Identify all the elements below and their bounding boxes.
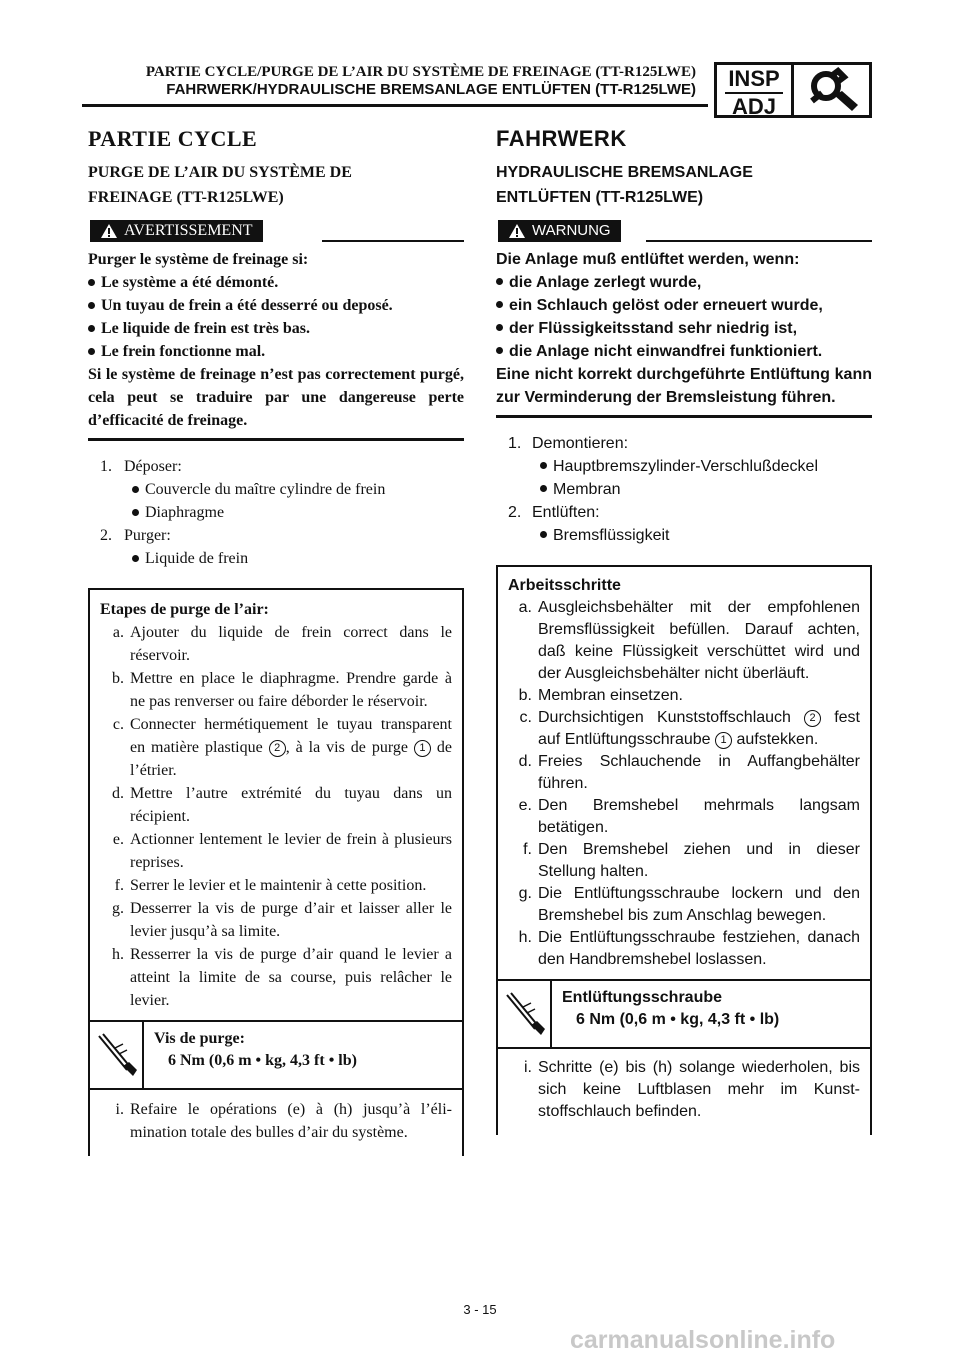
- warning-label-de: WARNUNG: [532, 222, 611, 239]
- warning-body-de: [496, 242, 872, 418]
- ref-number-icon: 2: [804, 710, 821, 727]
- ref-number-icon: 1: [715, 732, 732, 749]
- subtitle-de-line2: ENTLÜFTEN (TT-R125LWE): [496, 189, 704, 206]
- torque-value-de: 6 Nm (0,6 m • kg, 4,3 ft • lb): [576, 1011, 780, 1028]
- subtitle-de-line1: HYDRAULISCHE BREMSANLAGE: [496, 164, 753, 181]
- warning-badge-de: [498, 220, 621, 242]
- procedure-step: a. Ajouter du liquide de frein correct dans le réservoir.: [112, 624, 452, 664]
- list-item: Couvercle du maître cylindre de frein: [88, 478, 464, 501]
- procedure-step: b. Membran einsetzen.: [518, 687, 683, 704]
- page-number: 3 - 15: [463, 1302, 497, 1317]
- procedure-step: c. Durchsichtigen Kunststoffschlauch 2 fest auf Entlüftungsschraube 1 aufstekken.: [519, 709, 860, 748]
- torque-wrench-icon: [498, 981, 552, 1047]
- list-item: Membran: [496, 478, 872, 501]
- subtitle-fr-line2: FREINAGE (TT-R125LWE): [88, 189, 284, 206]
- procedure-step: i. Refaire le opérations (e) à (h) jusqu’à l’élimination totale des bulles d’air du système.: [115, 1101, 452, 1141]
- procedure-step: g. Desserrer la vis de purge d’air et laisser aller le levier jusqu’à sa limite.: [112, 900, 452, 940]
- steps-de: [496, 418, 872, 547]
- ref-number-icon: 2: [269, 740, 286, 757]
- warning-item: ein Schlauch gelöst oder erneuert wurde,: [496, 294, 872, 317]
- warning-item: Le frein fonctionne mal.: [88, 340, 464, 363]
- torque-label-de: Entlüftungsschraube: [562, 989, 723, 1006]
- warning-triangle-icon: [508, 223, 526, 239]
- list-item: Bremsflüssigkeit: [496, 524, 872, 547]
- warning-intro-de: Die Anlage muß entlüftet werden, wenn:: [496, 251, 800, 268]
- procedure-step: e. Den Bremshebel mehrmals langsam betätigen.: [518, 797, 860, 836]
- procedure-box-de: [496, 565, 872, 1135]
- warning-item: Un tuyau de frein a été desserré ou deposé.: [88, 294, 464, 317]
- warning-rule-fr: [322, 240, 464, 242]
- warning-outro-de: Eine nicht korrekt durchgeführte Entlüftung kann zur Verminderung der Bremsleistung führen.: [496, 366, 872, 406]
- header-title-de: FAHRWERK/HYDRAULISCHE BREMSANLAGE ENTLÜFTEN (TT-R125LWE): [166, 81, 696, 98]
- procedure-step: a. Ausgleichsbehälter mit der empfohlenen Bremsflüssigkeit befüllen. Darauf achten, daß keine Flüssigkeit verschüttet wird und der Ausgleichsbehälter nicht überläuft.: [518, 599, 860, 682]
- procedure-step: c. Connecter hermétiquement le tuyau transparent en matière plastique 2 , à la vis de purge 1 de l’étrier.: [112, 716, 453, 779]
- procedure-step: h. Die Entlüftungsschraube festziehen, danach den Handbremshebel loslassen.: [518, 929, 860, 968]
- warning-intro-fr: Purger le système de freinage si:: [88, 251, 309, 268]
- procedure-step: f. Serrer le levier et le maintenir à cette position.: [114, 877, 427, 894]
- procedure-step: e. Actionner lentement le levier de frein à plusieurs reprises.: [112, 831, 452, 871]
- warning-item: die Anlage nicht einwandfrei funktioniert.: [496, 340, 872, 363]
- list-item: Diaphragme: [88, 501, 464, 524]
- warning-item: Le liquide de frein est très bas.: [88, 317, 464, 340]
- procedure-head-de: Arbeitsschritte: [508, 577, 621, 594]
- list-item: Liquide de frein: [88, 547, 464, 570]
- header-titles: [146, 64, 696, 98]
- step-2-fr: 2. Purger:: [100, 527, 171, 544]
- warning-header-de: [496, 220, 872, 242]
- step-1-fr: 1. Déposer:: [100, 458, 182, 475]
- procedure-step: f. Den Bremshebel ziehen und in dieser Stellung halten.: [523, 841, 860, 880]
- ref-number-icon: 1: [414, 740, 431, 757]
- warning-outro-fr: Si le système de freinage n’est pas correctement purgé, cela peut se traduire par une dangereuse perte d’efficacité de freinage.: [88, 366, 464, 429]
- torque-spec-fr: [90, 1020, 462, 1090]
- procedure-step: b. Mettre en place le diaphragme. Prendre garde à ne pas renverser ou faire déborder le réservoir.: [112, 670, 452, 710]
- header-title-fr: PARTIE CYCLE/PURGE DE L’AIR DU SYSTÈME DE FREINAGE (TT-R125LWE): [145, 64, 696, 80]
- warning-label-fr: AVERTISSEMENT: [124, 222, 253, 239]
- column-german: [496, 126, 872, 1135]
- warning-item: die Anlage zerlegt wurde,: [496, 271, 872, 294]
- list-item: Hauptbremszylinder-Verschlußdeckel: [496, 455, 872, 478]
- procedure-step: h. Resserrer la vis de purge d’air quand le levier a atteint la limite de sa course, puis relâcher le levier.: [112, 946, 452, 1009]
- warning-triangle-icon: [100, 223, 118, 239]
- column-french: [88, 126, 464, 1156]
- procedure-step: d. Mettre l’autre extrémité du tuyau dans un récipient.: [112, 785, 452, 825]
- warning-rule-de: [646, 240, 872, 242]
- torque-label-fr: Vis de purge:: [154, 1030, 245, 1047]
- wrench-magnifier-icon: [794, 62, 872, 118]
- procedure-head-fr: Etapes de purge de l’air:: [100, 601, 269, 618]
- procedure-step: d. Freies Schlauchende in Auffangbehälter führen.: [518, 753, 860, 792]
- steps-fr: [88, 441, 464, 570]
- torque-wrench-icon: [90, 1022, 144, 1088]
- procedure-step: i. Schritte (e) bis (h) solange wiederholen, bis sich keine Luftblasen mehr im Kunststoffschlauch befinden.: [524, 1059, 860, 1120]
- step-2-de: 2. Entlüften:: [508, 504, 600, 521]
- subtitle-de: [496, 160, 872, 210]
- torque-value-fr: 6 Nm (0,6 m • kg, 4,3 ft • lb): [168, 1052, 357, 1069]
- badge-insp: INSP: [728, 66, 780, 91]
- warning-item: Le système a été démonté.: [88, 271, 464, 294]
- warning-header-fr: [88, 220, 464, 242]
- torque-spec-de: [498, 979, 870, 1049]
- subtitle-fr: [88, 160, 464, 210]
- warning-badge-fr: [90, 220, 263, 242]
- section-title-fr: PARTIE CYCLE: [88, 126, 258, 151]
- procedure-box-fr: [88, 588, 464, 1156]
- procedure-step: g. Die Entlüftungsschraube lockern und den Bremshebel bis zum Anschlag bewegen.: [518, 885, 860, 924]
- subtitle-fr-line1: PURGE DE L’AIR DU SYSTÈME DE: [88, 164, 352, 181]
- section-title-de: FAHRWERK: [496, 126, 627, 151]
- badge-adj: ADJ: [731, 94, 776, 119]
- watermark: carmanualsonline.info: [570, 1326, 836, 1354]
- step-1-de: 1. Demontieren:: [508, 435, 629, 452]
- warning-body-fr: [88, 242, 464, 441]
- header-rule: [82, 104, 708, 107]
- warning-item: der Flüssigkeitsstand sehr niedrig ist,: [496, 317, 872, 340]
- insp-adj-badge: [714, 62, 794, 118]
